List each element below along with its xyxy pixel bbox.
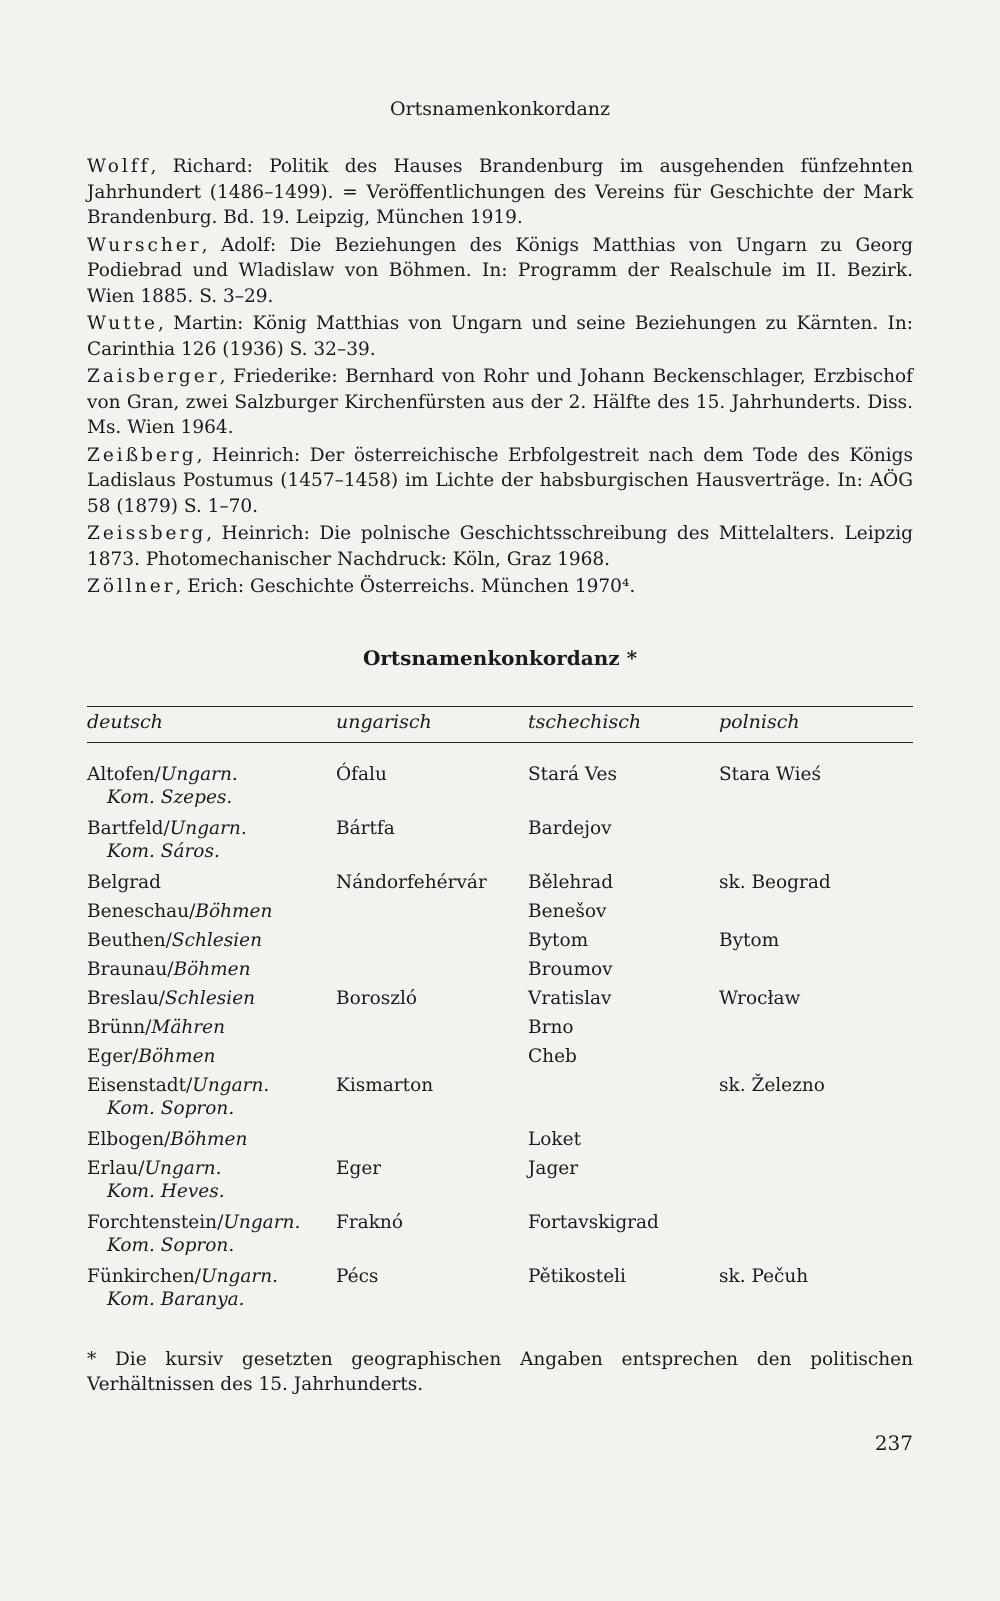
entry-author: Zeissberg: [87, 523, 207, 544]
header-polnisch: polnisch: [719, 711, 800, 733]
table-row: [87, 760, 913, 814]
cell-ungarisch: Fraknó: [336, 1212, 403, 1233]
cell-tschechisch: Cheb: [528, 1046, 577, 1067]
cell-ungarisch: Nándorfehérvár: [336, 872, 487, 893]
bibliography-entry: [87, 574, 913, 600]
entry-author: Zaisberger: [87, 366, 220, 387]
entry-text: , Richard: Politik des Hauses Brandenburg im ausgehenden fünfzehnten Jahrhundert (1486–1499). = Veröffentlichungen des Vereins für Geschichte der Mark Brandenburg. Bd. 19. Leipzig, München 1919.: [87, 156, 913, 228]
german-region: Schlesien: [164, 988, 256, 1009]
cell-komitat: Kom. Szepes.: [107, 787, 233, 808]
table-row: [87, 1071, 913, 1125]
entry-text: , Martin: König Matthias von Ungarn und seine Beziehungen zu Kärnten. In: Carinthia 126 (1936) S. 32–39.: [87, 313, 913, 360]
german-region: Böhmen: [138, 1046, 216, 1067]
running-head: Ortsnamenkonkordanz: [389, 98, 611, 120]
entry-author: Wolff: [87, 156, 151, 177]
cell-deutsch: [87, 984, 255, 1013]
german-name: Brünn/: [87, 1017, 152, 1038]
cell-komitat: Kom. Sáros.: [107, 841, 220, 862]
bibliography-entry: [87, 311, 913, 362]
bibliography-entry: [87, 154, 913, 231]
cell-ungarisch: Ófalu: [336, 764, 387, 785]
cell-komitat: Kom. Sopron.: [107, 1235, 235, 1256]
german-region: Ungarn.: [223, 1212, 301, 1233]
cell-polnisch: Bytom: [719, 930, 780, 951]
german-name: Beuthen/: [87, 930, 172, 951]
page-number: 237: [874, 1431, 913, 1455]
cell-polnisch: sk. Beograd: [719, 872, 831, 893]
table-row: [87, 955, 913, 984]
german-region: Ungarn.: [169, 818, 247, 839]
entry-text: , Friederike: Bernhard von Rohr und Johann Beckenschlager, Erzbischof von Gran, zwei Salzburger Kirchenfürsten aus der 2. Hälfte des 15. Jahrhunderts. Diss. Ms. Wien 1964.: [87, 366, 913, 438]
cell-tschechisch: Bytom: [528, 930, 589, 951]
entry-author: Wurscher: [87, 234, 202, 256]
cell-komitat: Kom. Baranya.: [107, 1289, 245, 1310]
german-name: Forchtenstein/: [87, 1212, 224, 1233]
german-name: Belgrad: [87, 872, 162, 893]
cell-tschechisch: Bělehrad: [528, 872, 614, 893]
entry-text: , Heinrich: Die polnische Geschichtsschreibung des Mittelalters. Leipzig 1873. Photomechanischer Nachdruck: Köln, Graz 1968.: [87, 523, 913, 570]
cell-polnisch: Wrocław: [719, 988, 801, 1009]
bibliography-entry: [87, 443, 913, 520]
cell-ungarisch: Boroszló: [336, 988, 418, 1009]
german-region: Ungarn.: [192, 1075, 270, 1096]
cell-ungarisch: Kismarton: [336, 1075, 434, 1096]
german-name: Beneschau/: [87, 901, 196, 922]
cell-tschechisch: Loket: [528, 1129, 582, 1150]
german-name: Eisenstadt/: [87, 1075, 193, 1096]
cell-deutsch: [87, 868, 161, 897]
german-region: Ungarn.: [144, 1158, 222, 1179]
section-title: Ortsnamenkonkordanz *: [362, 646, 638, 670]
cell-ungarisch: Pécs: [336, 1266, 379, 1287]
cell-polnisch: Stara Wieś: [719, 764, 821, 785]
cell-tschechisch: Vratislav: [528, 988, 612, 1009]
table-row: [87, 984, 913, 1013]
table-row: [87, 926, 913, 955]
cell-tschechisch: Jager: [528, 1158, 579, 1179]
cell-ungarisch: Bártfa: [336, 818, 395, 839]
table-top-rule: [87, 706, 913, 707]
german-region: Böhmen: [170, 1129, 248, 1150]
german-region: Mähren: [151, 1017, 226, 1038]
cell-deutsch: [87, 1042, 215, 1071]
german-name: Erlau/: [87, 1158, 145, 1179]
table-row: [87, 1262, 913, 1316]
entry-author: Wutte: [87, 313, 158, 334]
cell-komitat: Kom. Sopron.: [107, 1098, 235, 1119]
german-name: Fünkirchen/: [87, 1266, 202, 1287]
entry-author: Zeißberg: [87, 444, 197, 466]
cell-ungarisch: Eger: [336, 1158, 382, 1179]
footnote: * Die kursiv gesetzten geographischen Angaben entsprechen den politischen Verhältnissen des 15. Jahrhunderts.: [87, 1349, 913, 1395]
cell-tschechisch: Broumov: [528, 959, 613, 980]
cell-polnisch: sk. Pečuh: [719, 1266, 809, 1287]
german-region: Böhmen: [173, 959, 251, 980]
bibliography-entry: [87, 521, 913, 572]
table-header-row: [87, 711, 913, 737]
table-row: [87, 814, 913, 868]
entry-text: , Erich: Geschichte Österreichs. München 1970⁴.: [175, 576, 636, 597]
entry-text: , Heinrich: Der österreichische Erbfolgestreit nach dem Tode des Königs Ladislaus Postumus (1457–1458) im Lichte der habsburgischen Hausverträge. In: AÖG 58 (1879) S. 1–70.: [87, 444, 913, 517]
table-body: [87, 760, 913, 1316]
cell-tschechisch: Benešov: [528, 901, 607, 922]
bibliography-list: [87, 154, 913, 602]
german-region: Ungarn.: [201, 1266, 279, 1287]
german-name: Elbogen/: [87, 1129, 171, 1150]
cell-tschechisch: Stará Ves: [528, 764, 617, 785]
cell-deutsch: [87, 1013, 225, 1042]
table-row: [87, 1125, 913, 1154]
header-deutsch: deutsch: [87, 711, 163, 733]
german-name: Breslau/: [87, 988, 165, 1009]
cell-deutsch: [87, 1125, 247, 1154]
german-name: Eger/: [87, 1046, 139, 1067]
german-region: Ungarn.: [160, 764, 238, 785]
cell-deutsch: [87, 897, 272, 926]
entry-author: Zöllner: [87, 576, 176, 597]
german-name: Altofen/: [87, 764, 161, 785]
cell-deutsch: [87, 955, 251, 984]
german-region: Böhmen: [195, 901, 273, 922]
cell-komitat: Kom. Heves.: [107, 1181, 225, 1202]
table-row: [87, 897, 913, 926]
cell-tschechisch: Brno: [528, 1017, 574, 1038]
table-row: [87, 1042, 913, 1071]
german-name: Bartfeld/: [87, 818, 170, 839]
table-row: [87, 868, 913, 897]
header-tschechisch: tschechisch: [528, 711, 642, 733]
german-region: Schlesien: [171, 930, 262, 951]
bibliography-entry: [87, 233, 913, 310]
cell-tschechisch: Pětikosteli: [528, 1266, 626, 1287]
cell-tschechisch: Bardejov: [528, 818, 612, 839]
table-row: [87, 1013, 913, 1042]
header-ungarisch: ungarisch: [336, 711, 432, 733]
cell-polnisch: sk. Železno: [719, 1075, 825, 1096]
table-row: [87, 1208, 913, 1262]
german-name: Braunau/: [87, 959, 174, 980]
table-row: [87, 1154, 913, 1208]
cell-tschechisch: Fortavskigrad: [528, 1212, 659, 1233]
entry-text: , Adolf: Die Beziehungen des Königs Matthias von Ungarn zu Georg Podiebrad und Wladislaw von Böhmen. In: Programm der Realschule im II. Bezirk. Wien 1885. S. 3–29.: [87, 234, 913, 307]
cell-deutsch: [87, 926, 262, 955]
table-header-rule: [87, 742, 913, 743]
bibliography-entry: [87, 364, 913, 441]
